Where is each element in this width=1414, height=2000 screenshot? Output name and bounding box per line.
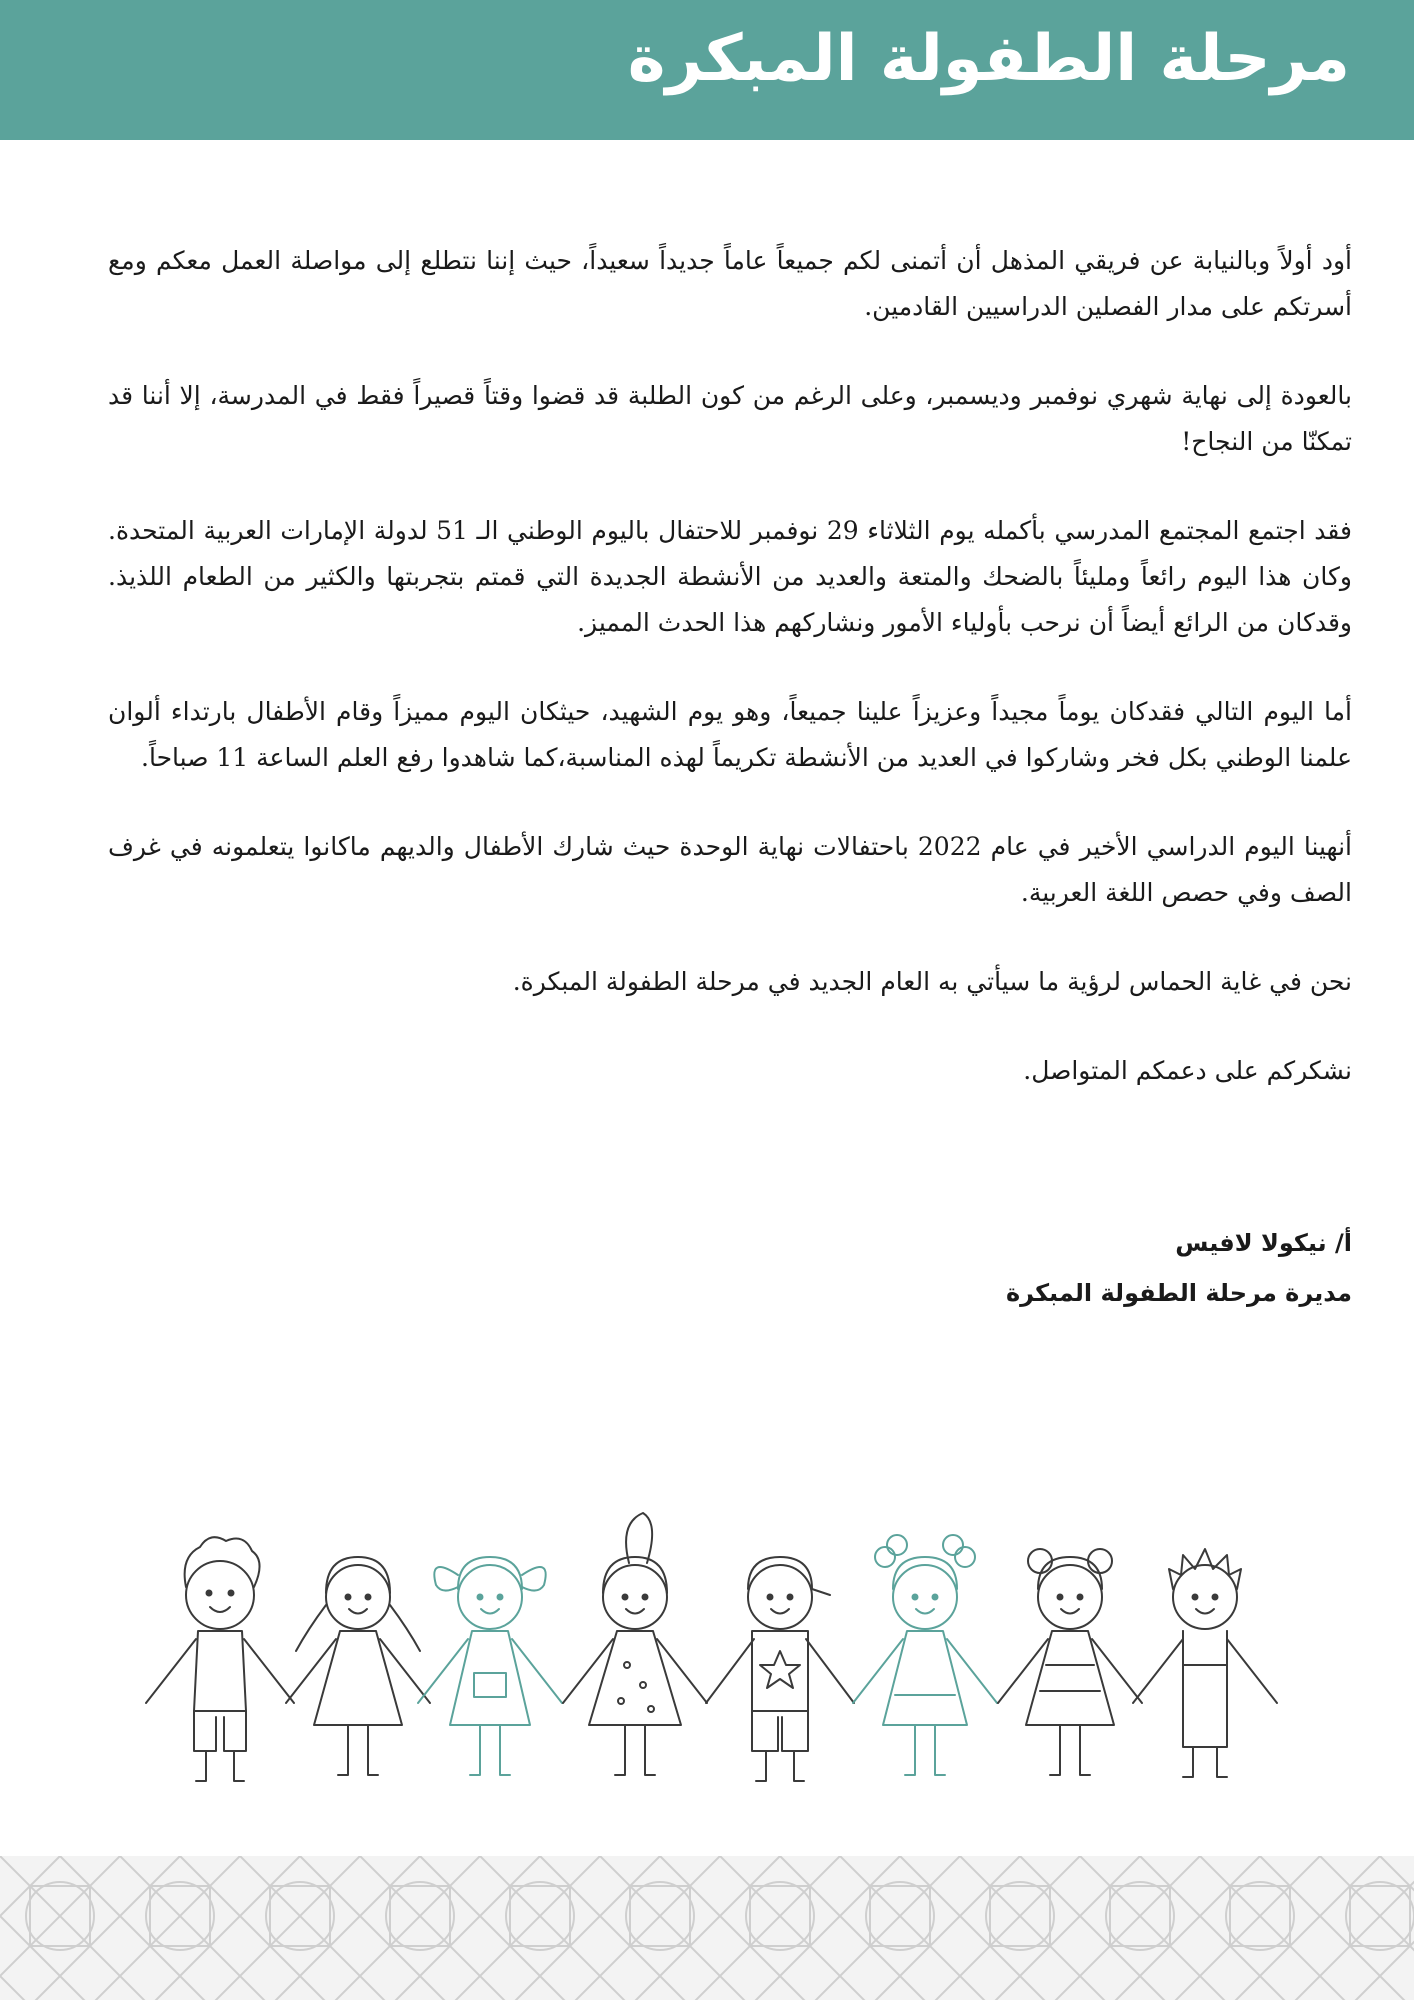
signature-role: مديرة مرحلة الطفولة المبكرة: [1005, 1279, 1352, 1307]
decorative-pattern-footer: [0, 1856, 1414, 2000]
child-figure: [418, 1557, 562, 1775]
signature-name: أ/ نيكولا لافيس: [1175, 1229, 1352, 1257]
paragraph-greeting: أود أولاً وبالنيابة عن فريقي المذهل أن أتمنى لكم جميعاً عاماً جديداً سعيداً، حيث إننا نتطلع إلى مواصلة العمل معكم ومع أسرتكم على مدار الفصلين الدراسيين القادمين.: [108, 246, 1352, 321]
child-figure: [853, 1535, 997, 1775]
paragraph-national-day: فقد اجتمع المجتمع المدرسي بأكمله يوم الثلاثاء 29 نوفمبر للاحتفال باليوم الوطني الـ 51 لدولة الإمارات العربية المتحدة. وكان هذا اليوم رائعاً ومليئاً بالضحك والمتعة والعديد من الأنشطة الجديدة التي قمتم بتجربتها والكثير من الطعام اللذيذ. وقدكان من الرائع أيضاً أن نرحب بأولياء الأمور ونشاركهم هذا الحدث المميز.: [108, 516, 1352, 637]
children-holding-hands-illustration: [130, 1505, 1300, 1795]
paragraph-new-year: نحن في غاية الحماس لرؤية ما سيأتي به العام الجديد في مرحلة الطفولة المبكرة.: [512, 967, 1352, 996]
child-figure: [286, 1557, 430, 1775]
child-figure: [1133, 1549, 1277, 1777]
paragraph-martyr-day: أما اليوم التالي فقدكان يوماً مجيداً وعزيزاً علينا جميعاً، وهو يوم الشهيد، حيثكان اليوم مميزاً وقام الأطفال بارتداء ألوان علمنا الوطني بكل فخر وشاركوا في العديد من الأنشطة تكريماً لهذه المناسبة،كما شاهدوا رفع العلم الساعة 11 صباحاً.: [108, 697, 1352, 772]
paragraph-last-day: أنهينا اليوم الدراسي الأخير في عام 2022 باحتفالات نهاية الوحدة حيث شارك الأطفال والديهم ماكانوا يتعلمونه في غرف الصف وفي حصص اللغة العربية.: [108, 832, 1352, 907]
signature-block: [1006, 1218, 1352, 1318]
header-banner: [0, 0, 1414, 140]
child-figure: [146, 1537, 294, 1781]
paragraph-thanks: نشكركم على دعمكم المتواصل.: [1023, 1056, 1352, 1085]
letter-body: [108, 238, 1352, 1137]
page-title: مرحلة الطفولة المبكرة: [627, 22, 1350, 96]
child-figure: [998, 1549, 1142, 1775]
child-figure: [706, 1557, 854, 1781]
child-figure: [563, 1513, 707, 1775]
paragraph-return: بالعودة إلى نهاية شهري نوفمبر وديسمبر، وعلى الرغم من كون الطلبة قد قضوا وقتاً قصيراً فقط في المدرسة، إلا أننا قد تمكنّا من النجاح!: [108, 381, 1352, 456]
